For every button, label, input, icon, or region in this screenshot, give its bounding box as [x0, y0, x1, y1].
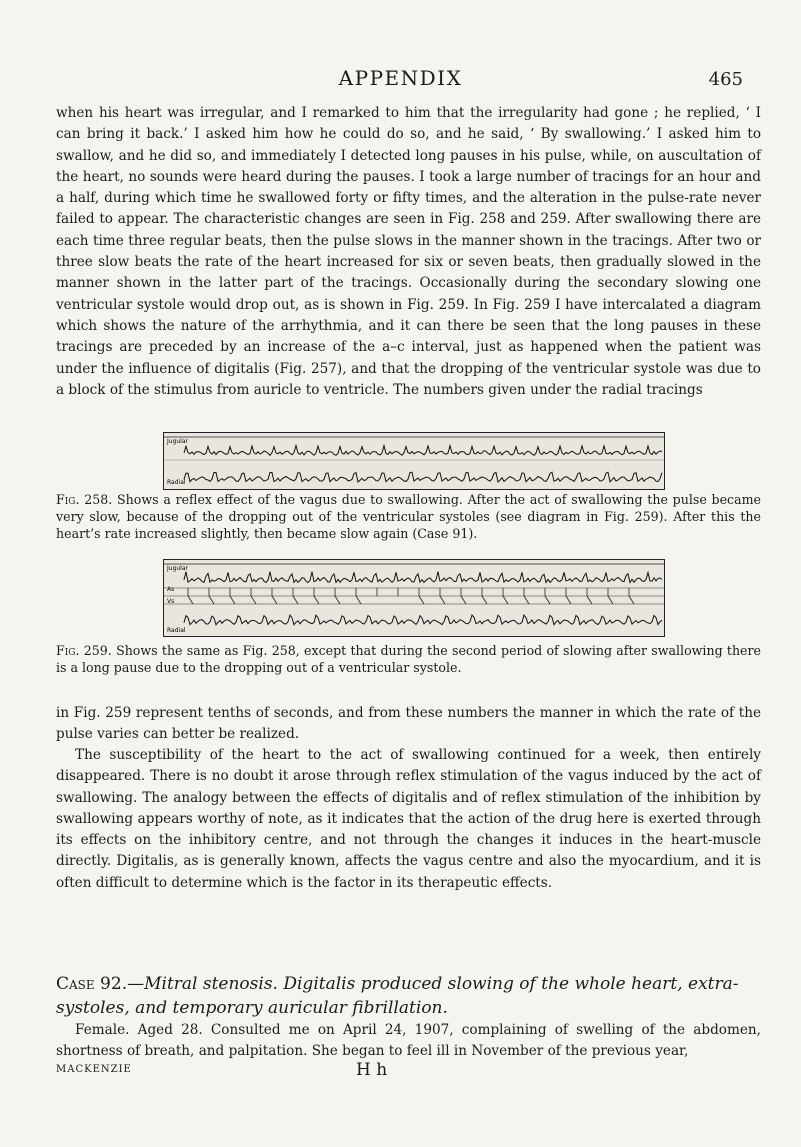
case-title: —Mitral stenosis. Digitalis produced slowing of the whole heart, extra-systoles, and temporary auricular fibrillation.: [56, 974, 739, 1018]
fig259-av-conduction-line: [188, 596, 193, 604]
fig259-av-conduction-line: [629, 596, 634, 604]
case-label: Case 92.: [56, 974, 128, 994]
body-paragraph-1: when his heart was irregular, and I remarked to him that the irregularity had gone ; he replied, ‘ I can bring it back.’ I asked him how he could do so, and he said, ‘ By swallowing.’ I asked him to swallow, and he did so, and immediately I detected long pauses in his pulse, while, on auscultation of the heart, no sounds were heard during the pauses. I took a large number of tracings for an hour and a half, during which time he swallowed forty or fifty times, and the alteration in the pulse-rate never failed to appear. The characteristic changes are seen in Fig. 258 and 259. After swallowing there are each time three regular beats, then the pulse slows in the manner shown in the tracings. After two or three slow beats the rate of the heart increased for six or seven beats, then gradually slowed in the manner shown in the latter part of the tracings. Occasionally during the secondary slowing one ventricular systole would drop out, as is shown in Fig. 259. In Fig. 259 I have intercalated a diagram which shows the nature of the arrhythmia, and it can there be seen that the long pauses in these tracings are preceded by an increase of the a–c interval, just as happened when the patient was under the influence of digitalis (Fig. 257), and that the dropping of the ventricular systole was due to a block of the stimulus from auricle to ventricle. The numbers given under the radial tracings: [56, 105, 761, 398]
fig259-av-conduction-line: [482, 596, 487, 604]
fig259-jugular-trace: [184, 572, 662, 583]
fig259-radial-trace: [184, 615, 662, 625]
case-heading: [56, 972, 761, 1020]
fig259-av-conduction-line: [272, 596, 277, 604]
figure-258-tracing: [163, 432, 665, 490]
fig259-av-conduction-line: [335, 596, 340, 604]
fig259-as-label: As: [167, 586, 175, 593]
figure-258-svg: [164, 433, 664, 489]
fig259-av-conduction-line: [503, 596, 508, 604]
figure-259-tracing: [163, 559, 665, 637]
page-footer: [56, 1060, 761, 1080]
signature-mark: H h: [356, 1060, 388, 1080]
fig258-radial-trace: [184, 472, 662, 482]
body-paragraph-4: Female. Aged 28. Consulted me on April 24, 1907, complaining of swelling of the abdomen, shortness of breath, and palpitation. She began to feel ill in November of the previous year,: [56, 1022, 761, 1060]
page-number: 465: [708, 69, 743, 90]
body-paragraph-2: in Fig. 259 represent tenths of seconds, and from these numbers the manner in which the rate of the pulse varies can better be realized.: [56, 705, 761, 743]
fig259-av-conduction-line: [419, 596, 424, 604]
fig259-av-conduction-line: [524, 596, 529, 604]
fig258-radial-label: Radial: [167, 479, 186, 486]
fig259-av-conduction-line: [251, 596, 256, 604]
figure-258-caption-text: Shows a reflex effect of the vagus due to swallowing. After the act of swallowing the pulse became very slow, because of the dropping out of the ventricular systoles (see diagram in Fig. 259). After this the heart’s rate increased slightly, then became slow again (Case 91).: [56, 492, 761, 541]
fig258-jugular-trace: [184, 446, 662, 456]
fig259-jugular-label: Jugular: [167, 565, 188, 572]
fig259-av-conduction-line: [587, 596, 592, 604]
fig259-vs-label: Vs: [167, 598, 175, 605]
fig259-av-conduction-line: [461, 596, 466, 604]
figure-259-svg: [164, 560, 664, 636]
fig258-jugular-label: Jugular: [167, 438, 188, 445]
figure-258-label: Fig. 258.: [56, 492, 113, 507]
page-header: [0, 66, 801, 96]
figure-259-label: Fig. 259.: [56, 643, 112, 658]
fig259-av-conduction-line: [293, 596, 298, 604]
printer-mark: MACKENZIE: [56, 1064, 132, 1075]
fig259-av-conduction-line: [230, 596, 235, 604]
fig259-av-conduction-line: [314, 596, 319, 604]
body-paragraph-3: The susceptibility of the heart to the act of swallowing continued for a week, then entirely disappeared. There is no doubt it arose through reflex stimulation of the vagus induced by the act of swallowing. The analogy between the effects of digitalis and of reflex stimulation of the inhibition by swallowing appears worthy of note, as it indicates that the action of the drug here is exerted through its effects on the inhibitory centre, and not through the changes it induces in the heart-muscle directly. Digitalis, as is generally known, affects the vagus centre and also the myocardium, and it is often difficult to determine which is the factor in its therapeutic effects.: [56, 747, 761, 891]
fig259-av-conduction-line: [209, 596, 214, 604]
fig259-radial-label: Radial: [167, 627, 186, 634]
fig259-av-conduction-line: [608, 596, 613, 604]
figure-259-caption-text: Shows the same as Fig. 258, except that during the second period of slowing after swallowing there is a long pause due to the dropping out of a ventricular systole.: [56, 643, 761, 675]
fig259-av-conduction-line: [545, 596, 550, 604]
figure-258-caption: [56, 492, 761, 542]
fig259-av-conduction-line: [566, 596, 571, 604]
figure-259-caption: [56, 643, 761, 677]
running-head: APPENDIX: [338, 66, 463, 90]
fig259-av-conduction-line: [356, 596, 361, 604]
fig259-av-conduction-line: [440, 596, 445, 604]
